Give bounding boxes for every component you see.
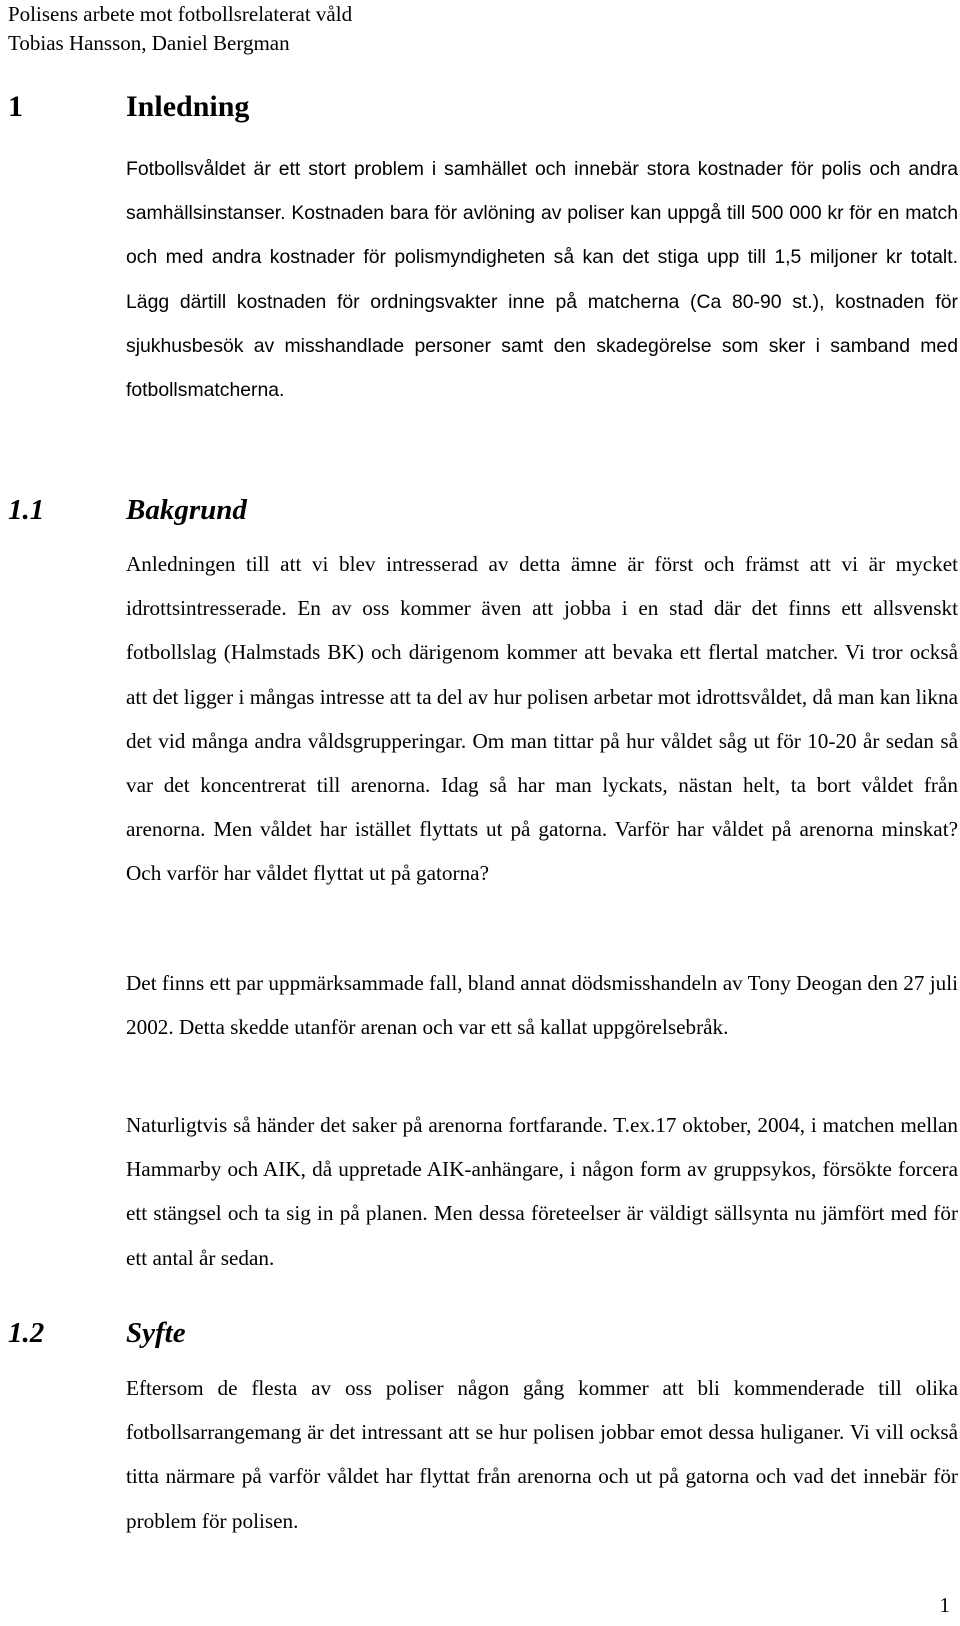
document-title: Polisens arbete mot fotbollsrelaterat våld [8, 2, 353, 26]
inledning-paragraph: Fotbollsvåldet är ett stort problem i samhället och innebär stora kostnader för polis och andra samhällsinstanser. Kostnaden bara för avlöning av poliser kan uppgå till 500 000 kr för en match och med andra kostnader för polismyndigheten så kan det stiga upp till 1,5 miljoner kr totalt. Lägg därtill kostnaden för ordningsvakter inne på matcherna (Ca 80-90 st.), kostnaden för sjukhusbesök av misshandlade personer samt den skadegörelse som sker i samband med fotbollsmatcherna. [126, 158, 958, 402]
bakgrund-paragraph: Anledningen till att vi blev intresserad av detta ämne är först och främst att vi är mycket idrottsintresserade. En av oss kommer även att jobba i en stad där det finns ett allsvenskt fotbollslag (Halmstads BK) och därigenom kommer att bevaka ett flertal matcher. Vi tror också att det ligger i mångas intresse att ta del av hur polisen arbetar mot idrottsvåldet, då man kan likna det vid många andra våldsgrupperingar. Om man tittar på hur våldet såg ut för 10-20 år sedan så var det koncentrerat till arenorna. Idag så har man lyckats, nästan helt, ta bort våldet från arenorna. Men våldet har istället flyttats ut på gatorna. Varför har våldet på arenorna minskat? Och varför har våldet flyttat ut på gatorna? [126, 552, 958, 886]
running-header [8, 0, 352, 58]
section-number: 1 [8, 90, 23, 123]
page-number: 1 [939, 1593, 950, 1617]
section-title: Syfte [126, 1317, 186, 1349]
section-title: Bakgrund [126, 494, 247, 526]
bakgrund-paragraph: Naturligtvis så händer det saker på arenorna fortfarande. T.ex.17 oktober, 2004, i matchen mellan Hammarby och AIK, då uppretade AIK-anhängare, i någon form av gruppsykos, försökte forcera ett stängsel och ta sig in på planen. Men dessa företeelser är väldigt sällsynta nu jämfört med för ett antal år sedan. [126, 1113, 958, 1270]
section-title: Inledning [126, 90, 250, 123]
section-number: 1.2 [8, 1317, 45, 1349]
section-number: 1.1 [8, 494, 45, 526]
document-authors: Tobias Hansson, Daniel Bergman [8, 31, 290, 55]
bakgrund-paragraph: Det finns ett par uppmärksammade fall, bland annat dödsmisshandeln av Tony Deogan den 27 juli 2002. Detta skedde utanför arenan och var ett så kallat uppgörelsebråk. [126, 971, 958, 1040]
syfte-paragraph: Eftersom de flesta av oss poliser någon gång kommer att bli kommenderade till olika fotbollsarrangemang är det intressant att se hur polisen jobbar emot dessa huliganer. Vi vill också titta närmare på varför våldet har flyttat från arenorna och ut på gatorna och vad det innebär för problem för polisen. [126, 1376, 958, 1533]
